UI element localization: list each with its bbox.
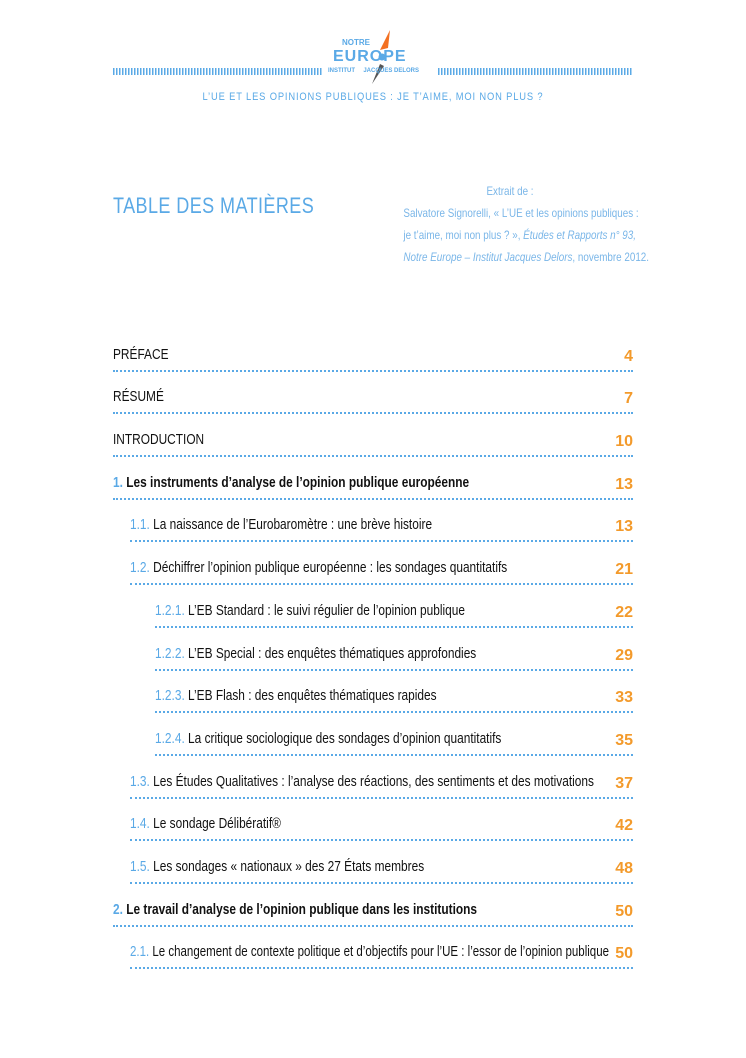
- dotted-leader: [155, 669, 633, 671]
- toc-entry-number: 2.: [113, 901, 127, 918]
- extract-line: Extrait de :: [486, 184, 534, 198]
- toc-entry[interactable]: [113, 553, 633, 596]
- extract-citation: [380, 180, 650, 268]
- toc-entry[interactable]: [113, 511, 633, 554]
- toc-entry-number: 1.2.1.: [155, 602, 189, 619]
- toc-entry-label: RÉSUMÉ: [113, 389, 164, 406]
- table-of-contents: [113, 340, 633, 980]
- toc-entry[interactable]: [113, 767, 633, 810]
- toc-entry-number: 1.3.: [130, 773, 154, 790]
- toc-entry-label: 1.2.4. La critique sociologique des sondages d’opinion quantitatifs: [155, 730, 502, 747]
- dotted-leader: [113, 455, 633, 457]
- dotted-leader: [130, 967, 633, 969]
- extract-line: Notre Europe – Institut Jacques Delors, novembre 2012.: [403, 250, 650, 264]
- toc-entry-label: 1.5. Les sondages « nationaux » des 27 États membres: [130, 858, 425, 875]
- toc-entry[interactable]: [113, 682, 633, 725]
- toc-entry-page: 4: [624, 347, 633, 365]
- header-rule-left: [113, 68, 323, 75]
- toc-entry[interactable]: [113, 895, 633, 938]
- toc-entry-page: 13: [615, 518, 633, 536]
- toc-entry-label: INTRODUCTION: [113, 432, 205, 449]
- toc-entry-label: 1.2.2. L’EB Special : des enquêtes thématiques approfondies: [155, 645, 477, 662]
- toc-entry[interactable]: [113, 468, 633, 511]
- dotted-leader: [130, 839, 633, 841]
- toc-entry[interactable]: [113, 425, 633, 468]
- toc-entry-label: 1.4. Le sondage Délibératif®: [130, 816, 281, 833]
- dotted-leader: [155, 711, 633, 713]
- toc-entry-page: 13: [615, 475, 633, 493]
- toc-entry-label: 1.3. Les Études Qualitatives : l’analyse des réactions, des sentiments et des motivations: [130, 773, 594, 790]
- toc-entry[interactable]: [113, 938, 633, 981]
- logo-text-top: NOTRE: [342, 38, 370, 47]
- toc-entry-page: 33: [615, 689, 633, 707]
- dotted-leader: [155, 626, 633, 628]
- extract-line: je t’aime, moi non plus ? », Études et Rapports n° 93,: [403, 228, 636, 242]
- toc-entry-number: 1.2.: [130, 560, 154, 577]
- dotted-leader: [130, 882, 633, 884]
- running-header: L’UE ET LES OPINIONS PUBLIQUES : JE T’AIME, MOI NON PLUS ?: [202, 91, 544, 103]
- extract-line: Salvatore Signorelli, « L’UE et les opinions publiques :: [403, 206, 639, 220]
- toc-entry-number: 1.1.: [130, 517, 154, 534]
- dotted-leader: [113, 498, 633, 500]
- toc-entry[interactable]: [113, 810, 633, 853]
- toc-entry-label: 1. Les instruments d’analyse de l’opinion publique européenne: [113, 474, 470, 491]
- toc-entry-page: 48: [615, 859, 633, 877]
- toc-entry[interactable]: [113, 724, 633, 767]
- toc-entry-page: 10: [615, 433, 633, 451]
- toc-entry-page: 37: [615, 774, 633, 792]
- header-rule-right: [438, 68, 633, 75]
- toc-entry-label: 1.1. La naissance de l’Eurobaromètre : une brève histoire: [130, 517, 433, 534]
- toc-entry-page: 7: [624, 390, 633, 408]
- toc-entry-number: 1.: [113, 474, 127, 491]
- toc-entry-number: 1.2.2.: [155, 645, 189, 662]
- toc-entry-label: 2.1. Le changement de contexte politique et d’objectifs pour l’UE : l’essor de l’opinion publique: [130, 944, 610, 961]
- toc-entry-page: 50: [615, 902, 633, 920]
- logo-text-main: EUROPE: [333, 48, 407, 65]
- toc-entry-page: 35: [615, 731, 633, 749]
- toc-entry-number: 2.1.: [130, 944, 153, 961]
- toc-entry-label: 1.2. Déchiffrer l’opinion publique européenne : les sondages quantitatifs: [130, 560, 508, 577]
- dotted-leader: [130, 540, 633, 542]
- toc-entry-label: 1.2.1. L’EB Standard : le suivi régulier de l’opinion publique: [155, 602, 466, 619]
- toc-entry-number: 1.2.3.: [155, 688, 189, 705]
- toc-entry[interactable]: [113, 639, 633, 682]
- dotted-leader: [130, 583, 633, 585]
- dotted-leader: [155, 754, 633, 756]
- dotted-leader: [113, 925, 633, 927]
- toc-entry-label: 2. Le travail d’analyse de l’opinion publique dans les institutions: [113, 901, 478, 918]
- toc-entry-page: 29: [615, 646, 633, 664]
- dotted-leader: [113, 412, 633, 414]
- toc-entry-page: 50: [615, 945, 633, 963]
- notre-europe-logo: [330, 28, 430, 88]
- toc-entry-label: PRÉFACE: [113, 346, 169, 363]
- logo-text-bottom: INSTITUT JACQUES DELORS: [328, 68, 420, 74]
- toc-entry-label: 1.2.3. L’EB Flash : des enquêtes thématiques rapides: [155, 688, 437, 705]
- toc-entry[interactable]: [113, 383, 633, 426]
- toc-entry-number: 1.4.: [130, 816, 154, 833]
- toc-entry-page: 22: [615, 603, 633, 621]
- toc-entry-number: 1.2.4.: [155, 730, 189, 747]
- toc-entry-page: 21: [615, 561, 633, 579]
- page-title: TABLE DES MATIÈRES: [113, 193, 315, 218]
- dotted-leader: [130, 797, 633, 799]
- dotted-leader: [113, 370, 633, 372]
- toc-entry[interactable]: [113, 596, 633, 639]
- toc-entry[interactable]: [113, 852, 633, 895]
- toc-entry[interactable]: [113, 340, 633, 383]
- toc-entry-number: 1.5.: [130, 858, 154, 875]
- toc-entry-page: 42: [615, 817, 633, 835]
